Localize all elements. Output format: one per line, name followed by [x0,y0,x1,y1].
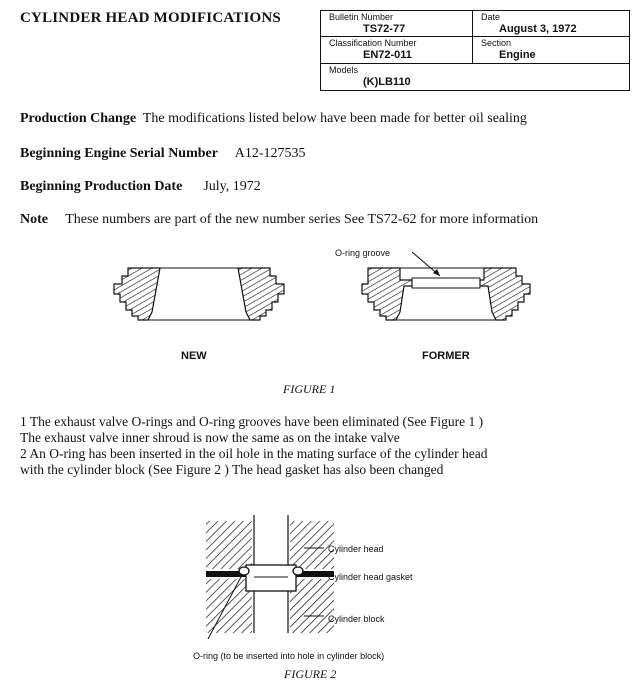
models-cell [321,64,629,90]
classification-value: EN72-011 [363,49,412,61]
former-label: FORMER [422,350,470,362]
bulletin-number-value: TS72-77 [363,23,406,35]
note-label: Note [20,212,48,227]
body-line-3: 2 An O-ring has been inserted in the oil hole in the mating surface of the cylinder head [20,446,488,461]
production-change-line [20,111,527,127]
production-change-text: The modifications listed below have been made for better oil sealing [142,111,527,126]
date-label: Date [481,12,501,22]
note-text: These numbers are part of the new number series See TS72-62 for more information [65,212,539,227]
production-date-line [20,179,261,195]
classification-label: Classification Number [329,38,417,48]
document-title: CYLINDER HEAD MODIFICATIONS [20,10,281,26]
cylinder-block-label: Cylinder block [328,614,385,624]
date-cell [473,11,629,37]
bulletin-number-label: Bulletin Number [329,12,394,22]
new-label: NEW [181,350,207,362]
cylinder-head-gasket-label: Cylinder head gasket [328,572,413,582]
oring-note-label: O-ring (to be inserted into hole in cylinder block) [193,651,385,661]
body-line-4: with the cylinder block (See Figure 2 ) The head gasket has also been changed [20,462,444,477]
models-value: (K)LB110 [363,76,411,88]
section-value: Engine [499,49,536,61]
production-date-label: Beginning Production Date [20,179,183,194]
serial-number-label: Beginning Engine Serial Number [20,146,218,161]
bulletin-info-box [320,10,630,91]
classification-cell [321,37,473,64]
date-value: August 3, 1972 [499,23,577,35]
models-label: Models [329,65,359,75]
cylinder-head-label: Cylinder head [328,544,384,554]
former-valve-seat-drawing [362,252,530,320]
note-line [20,212,538,228]
section-label: Section [481,38,512,48]
bulletin-number-cell [321,11,473,37]
new-valve-seat-drawing [114,268,284,320]
body-line-1: 1 The exhaust valve O-rings and O-ring grooves have been eliminated (See Figure 1 ) [20,414,484,429]
production-change-label: Production Change [20,111,137,126]
production-date-value: July, 1972 [203,179,261,194]
figure-1-diagram [100,240,540,370]
figure-2-caption: FIGURE 2 [284,667,337,681]
serial-number-line [20,146,305,162]
section-cell [473,37,629,64]
oring-groove-label: O-ring groove [335,248,391,258]
serial-number-value: A12-127535 [234,146,306,161]
body-line-2: The exhaust valve inner shroud is now the same as on the intake valve [20,430,400,445]
figure-1-caption: FIGURE 1 [283,382,336,396]
